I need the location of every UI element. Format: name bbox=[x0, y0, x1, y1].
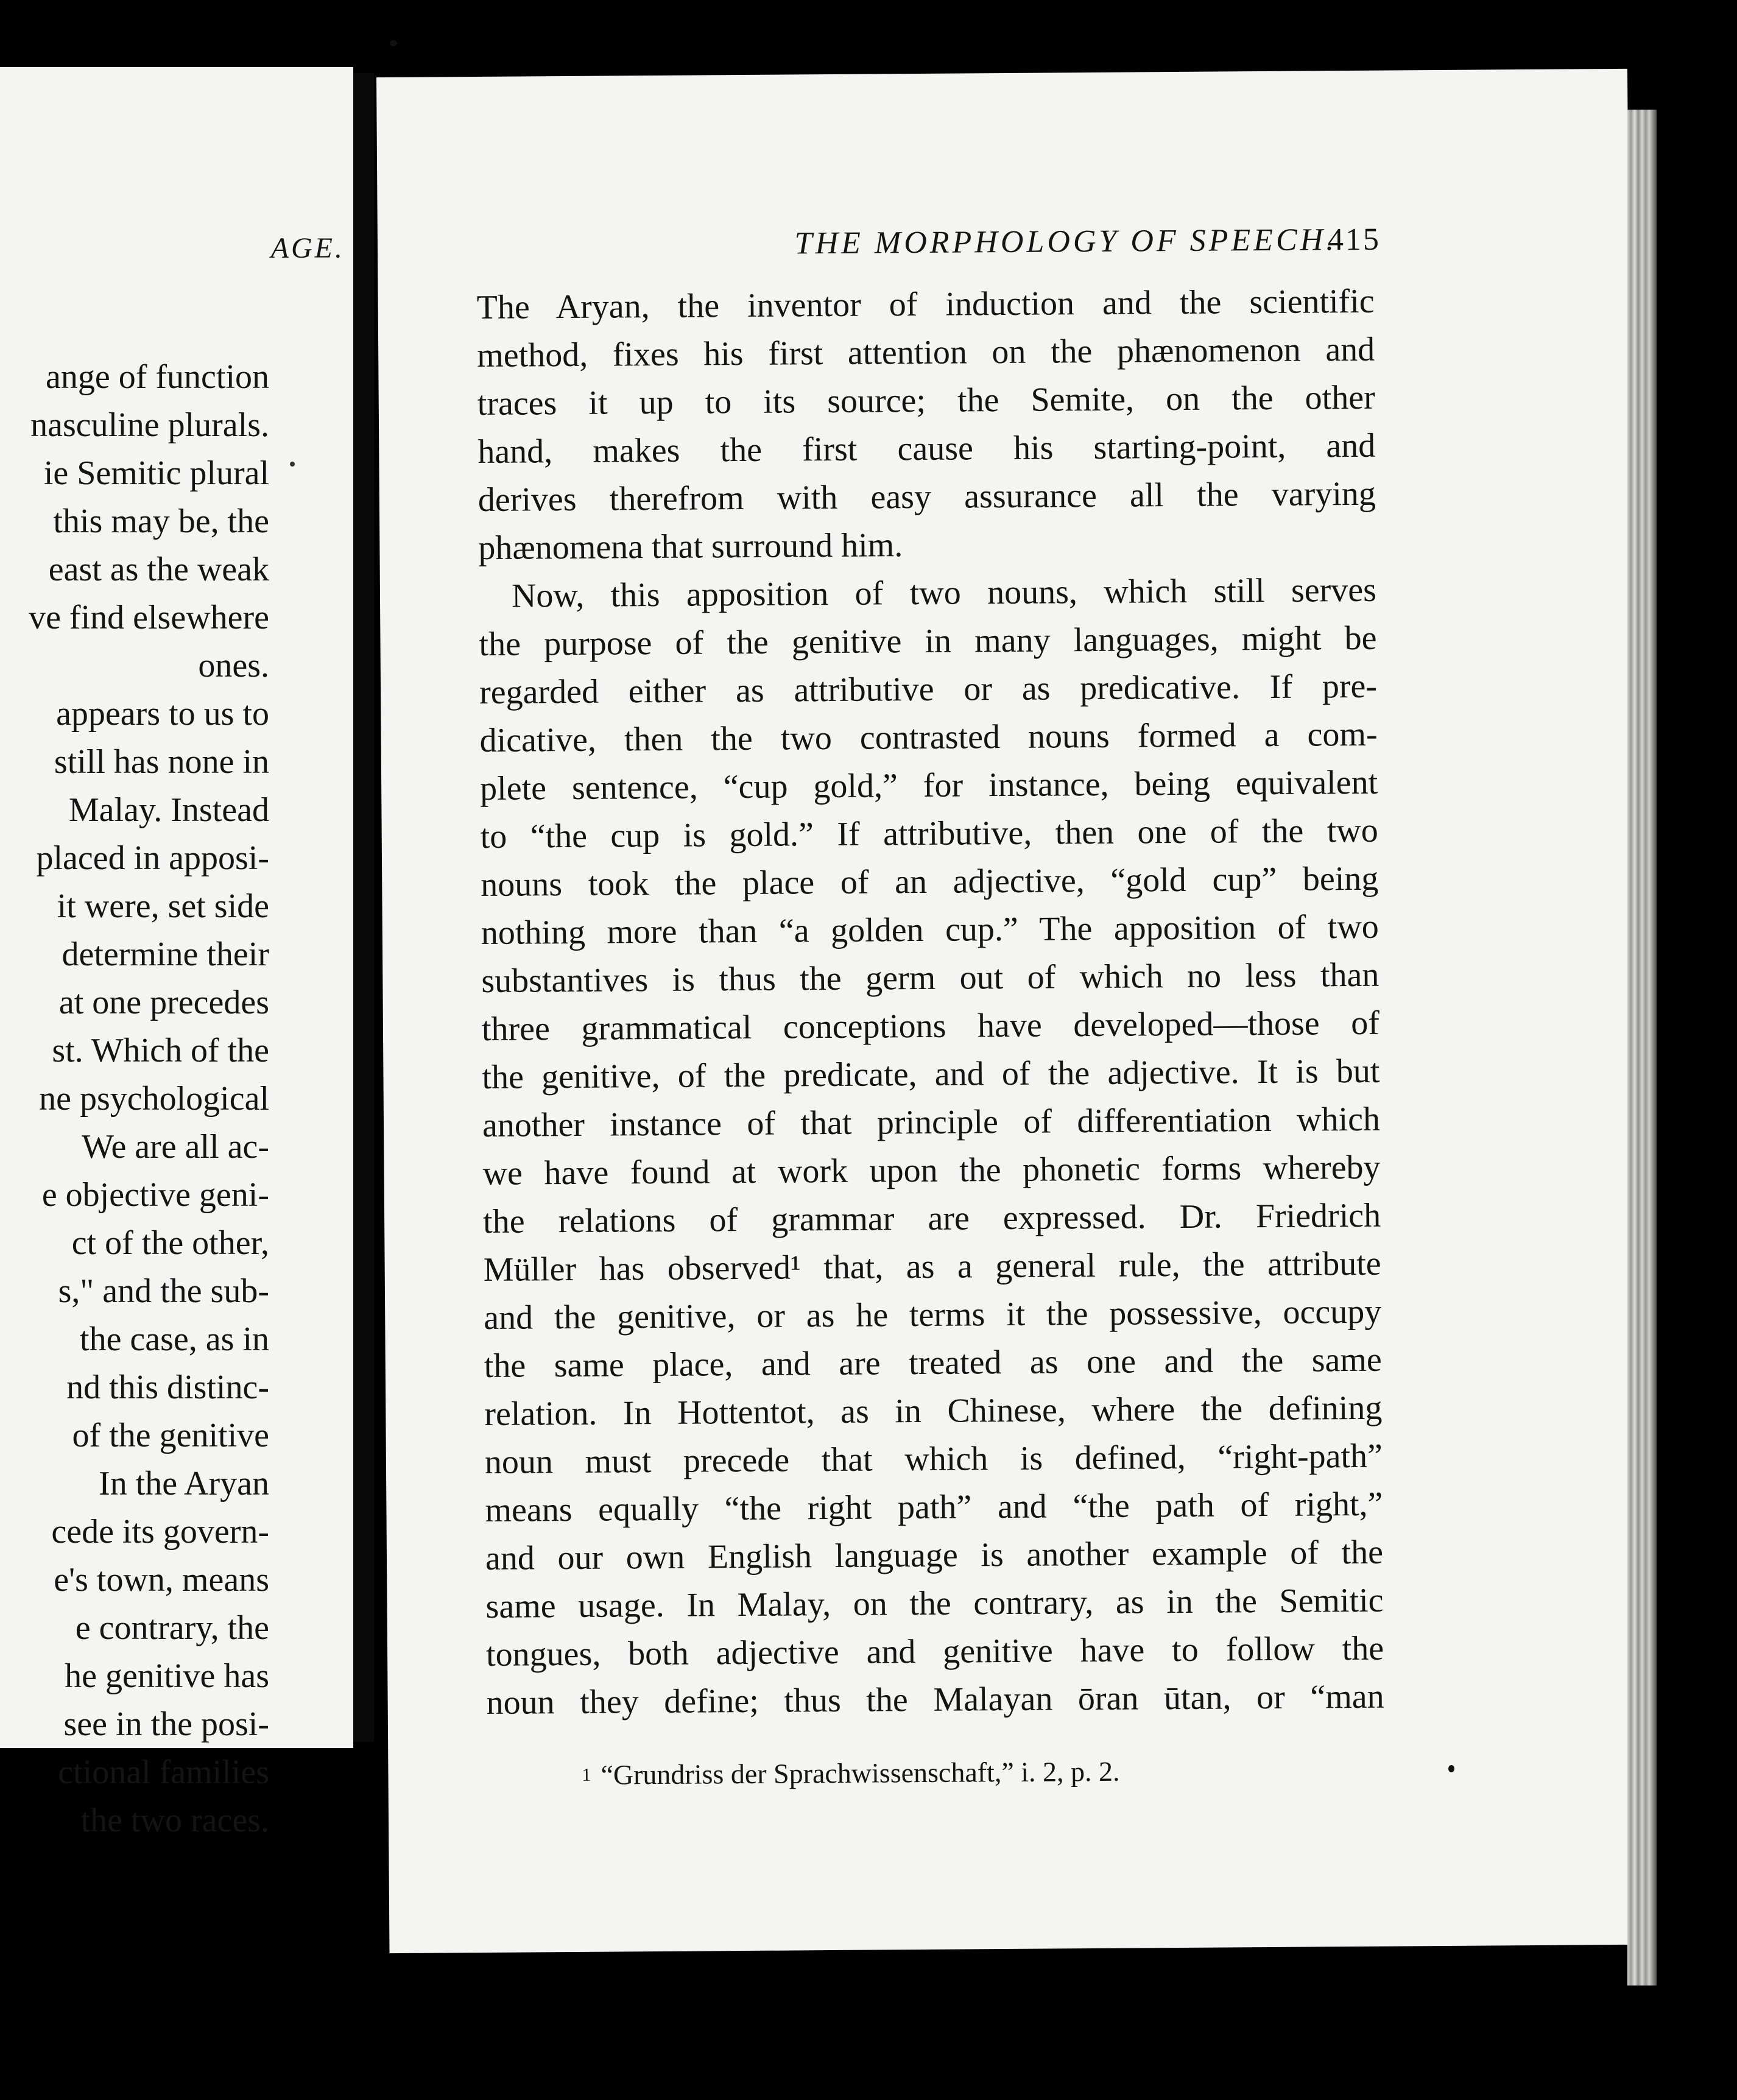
book-gutter bbox=[353, 73, 374, 1742]
left-page bbox=[0, 67, 353, 1839]
running-head: THE MORPHOLOGY OF SPEECH. bbox=[794, 222, 1337, 261]
left-line: at one precedes bbox=[58, 984, 269, 1021]
dust-speck bbox=[1448, 1765, 1454, 1772]
left-line: placed in apposi- bbox=[36, 839, 269, 877]
left-line: of the genitive bbox=[72, 1417, 269, 1454]
text-line: to “the cup is gold.” If attributive, then one of the two bbox=[480, 811, 1378, 856]
left-line: st. Which of the bbox=[52, 1032, 269, 1069]
left-line: e contrary, the bbox=[75, 1609, 269, 1647]
text-line: the purpose of the genitive in many languages, might be bbox=[479, 619, 1377, 664]
left-line: east as the weak bbox=[48, 551, 269, 588]
text-line: derives therefrom with easy assurance all the varying bbox=[477, 474, 1376, 520]
dust-speck bbox=[290, 462, 295, 467]
right-page bbox=[376, 69, 1640, 1953]
text-line: regarded either as attributive or as predicative. If pre- bbox=[479, 667, 1378, 712]
left-line: the two races. bbox=[80, 1802, 269, 1839]
left-line: it were, set side bbox=[57, 887, 269, 925]
text-line: phænomena that surround him. bbox=[478, 526, 903, 568]
left-line: see in the posi- bbox=[63, 1705, 269, 1743]
left-line: ange of function bbox=[46, 358, 269, 396]
body-text bbox=[476, 278, 1384, 1727]
dust-speck bbox=[390, 40, 397, 46]
left-line: determine their bbox=[62, 935, 269, 973]
left-line: cede its govern- bbox=[51, 1513, 269, 1551]
text-line: nothing more than “a golden cup.” The apposition of two bbox=[481, 907, 1379, 953]
text-line: same usage. In Malay, on the contrary, as in the Semitic bbox=[485, 1581, 1384, 1626]
left-line: this may be, the bbox=[53, 502, 269, 540]
left-page-text bbox=[0, 353, 353, 1845]
left-line: We are all ac- bbox=[82, 1128, 269, 1166]
text-line: traces it up to its source; the Semite, on the other bbox=[477, 378, 1375, 423]
text-line: and the genitive, or as he terms it the possessive, occupy bbox=[484, 1292, 1382, 1337]
left-line: ones. bbox=[198, 647, 269, 685]
left-line: ve find elsewhere bbox=[29, 599, 269, 636]
text-line: method, fixes his first attention on the phænomenon and bbox=[477, 330, 1375, 375]
left-line: he genitive has bbox=[65, 1657, 269, 1695]
footnote-text: “Grundriss der Sprachwissenschaft,” i. 2, p. 2. bbox=[601, 1755, 1120, 1791]
left-line: ct of the other, bbox=[71, 1224, 269, 1262]
text-line: the genitive, of the predicate, and of the adjective. It is but bbox=[482, 1052, 1380, 1096]
page-edge bbox=[1627, 110, 1657, 1985]
text-line: another instance of that principle of differentiation which bbox=[482, 1100, 1381, 1144]
text-line: noun they define; thus the Malayan ōran ūtan, or “man bbox=[486, 1677, 1384, 1722]
left-line: ie Semitic plural bbox=[43, 454, 269, 492]
text-line: we have found at work upon the phonetic forms whereby bbox=[482, 1148, 1381, 1193]
footnote bbox=[582, 1752, 1373, 1794]
left-line: s," and the sub- bbox=[58, 1272, 269, 1310]
left-line: Malay. Instead bbox=[68, 791, 269, 829]
text-line: hand, makes the first cause his starting-point, and bbox=[477, 426, 1376, 471]
text-line: nouns took the place of an adjective, “gold cup” being bbox=[481, 859, 1379, 904]
left-line: the case, as in bbox=[80, 1320, 269, 1358]
text-line: the relations of grammar are expressed. Dr. Friedrich bbox=[482, 1196, 1381, 1241]
left-line: still has none in bbox=[54, 743, 269, 781]
text-line: means equally “the right path” and “the path of right,” bbox=[485, 1485, 1383, 1529]
left-line: ne psychological bbox=[39, 1080, 269, 1118]
text-line: relation. In Hottentot, as in Chinese, where the defining bbox=[484, 1389, 1383, 1433]
text-line: substantives is thus the germ out of which no less than bbox=[481, 956, 1379, 1001]
text-line: noun must precede that which is defined, “right-path” bbox=[484, 1437, 1383, 1481]
footnote-marker: 1 bbox=[582, 1764, 591, 1785]
page-number: 415 bbox=[1327, 222, 1381, 258]
text-line: The Aryan, the inventor of induction and the scientific bbox=[476, 282, 1375, 327]
text-line: plete sentence, “cup gold,” for instance, being equivalent bbox=[479, 763, 1378, 808]
left-line: nasculine plurals. bbox=[30, 406, 269, 444]
text-line: three grammatical conceptions have developed—those of bbox=[481, 1004, 1380, 1048]
left-line: e's town, means bbox=[54, 1561, 269, 1599]
text-line: dicative, then the two contrasted nouns formed a com- bbox=[479, 715, 1378, 760]
left-line: e objective geni- bbox=[41, 1176, 269, 1214]
left-line: appears to us to bbox=[56, 695, 269, 733]
left-line: ctional families bbox=[58, 1753, 269, 1791]
text-line: tongues, both adjective and genitive have to follow the bbox=[485, 1629, 1384, 1674]
text-line: Now, this apposition of two nouns, which still serves bbox=[511, 571, 1377, 615]
left-line: nd this distinc- bbox=[66, 1369, 269, 1406]
left-running-head: AGE. bbox=[270, 232, 345, 264]
text-line: and our own English language is another example of the bbox=[485, 1533, 1384, 1577]
text-line: Müller has observed¹ that, as a general rule, the attribute bbox=[483, 1244, 1381, 1289]
left-line: In the Aryan bbox=[99, 1465, 269, 1503]
text-line: the same place, and are treated as one and the same bbox=[484, 1341, 1382, 1385]
